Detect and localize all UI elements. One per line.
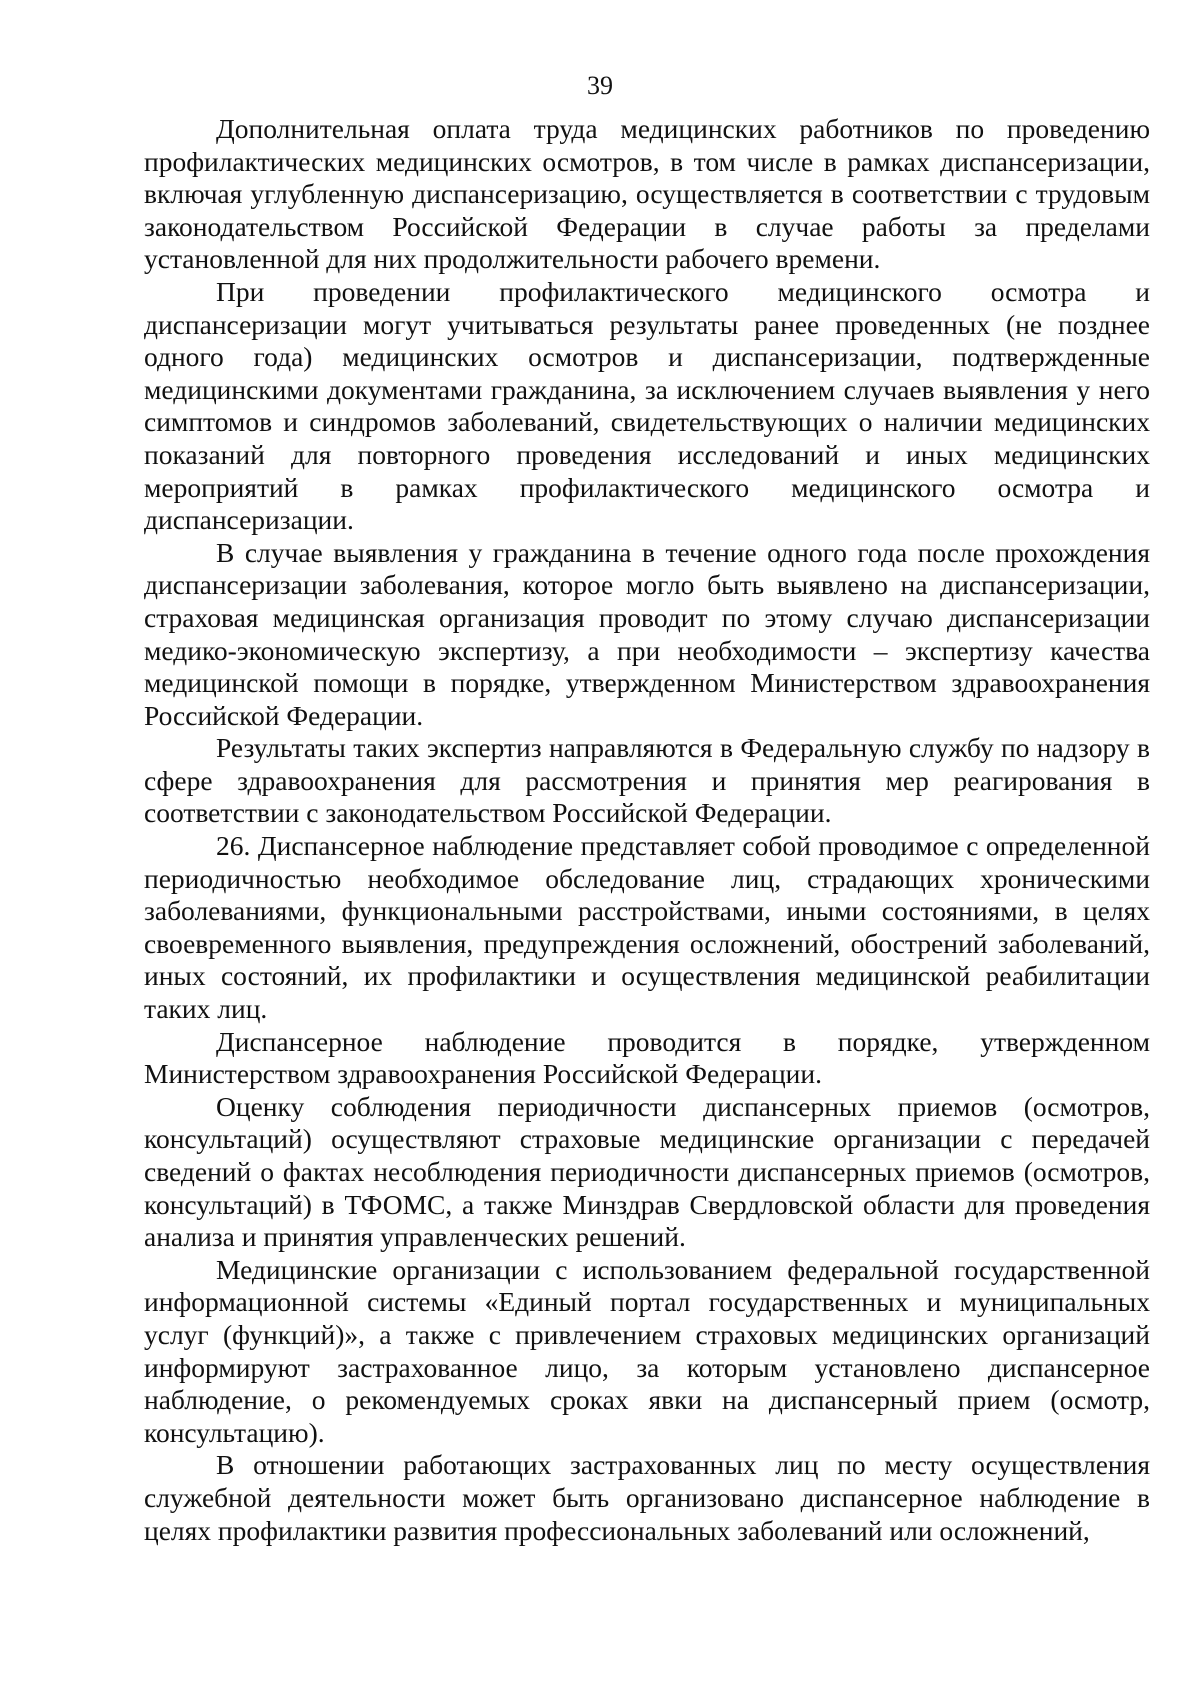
paragraph-previous-results: При проведении профилактического медицинского осмотра и диспансеризации могут учитываться результаты ранее проведенных (не позднее одного года) медицинских осмотров и диспансеризации, подтвержденные медицинскими документами гражданина, за исключением случаев выявления у него симптомов и синдромов заболеваний, свидетельствующих о наличии медицинских показаний для повторного проведения исследований и иных медицинских мероприятий в рамках профилактического медицинского осмотра и диспансеризации. xyxy=(144,275,1150,536)
paragraph-observation-procedure: Диспансерное наблюдение проводится в порядке, утвержденном Министерством здравоохранения Российской Федерации. xyxy=(144,1025,1150,1090)
paragraph-periodicity-assessment: Оценку соблюдения периодичности диспансерных приемов (осмотров, консультаций) осуществляют страховые медицинские организации с передачей сведений о фактах несоблюдения периодичности диспансерных приемов (осмотров, консультаций) в ТФОМС, а также Минздрав Свердловской области для проведения анализа и принятия управленческих решений. xyxy=(144,1090,1150,1253)
paragraph-working-insured: В отношении работающих застрахованных лиц по месту осуществления служебной деятельности может быть организовано диспансерное наблюдение в целях профилактики развития профессиональных заболеваний или осложнений, xyxy=(144,1449,1150,1546)
paragraph-additional-pay: Дополнительная оплата труда медицинских работников по проведению профилактических медицинских осмотров, в том числе в рамках диспансеризации, включая углубленную диспансеризацию, осуществляется в соответствии с трудовым законодательством Российской Федерации в случае работы за пределами установленной для них продолжительности рабочего времени. xyxy=(144,113,1150,275)
page-number: 39 xyxy=(587,71,613,100)
paragraph-disease-detection: В случае выявления у гражданина в течение одного года после прохождения диспансеризации заболевания, которое могло быть выявлено на диспансеризации, страховая медицинская организация проводит по этому случаю диспансеризации медико-экономическую экспертизу, а при необходимости – экспертизу качества медицинской помощи в порядке, утвержденном Министерством здравоохранения Российской Федерации. xyxy=(144,536,1150,731)
paragraph-informing-insured: Медицинские организации с использованием федеральной государственной информационной системы «Единый портал государственных и муниципальных услуг (функций)», а также с привлечением страховых медицинских организаций информируют застрахованное лицо, за которым установлено диспансерное наблюдение, о рекомендуемых сроках явки на диспансерный прием (осмотр, консультацию). xyxy=(144,1253,1150,1448)
document-body xyxy=(144,113,1150,1547)
paragraph-dispensary-observation: 26. Диспансерное наблюдение представляет собой проводимое с определенной периодичностью необходимое обследование лиц, страдающих хроническими заболеваниями, функциональными расстройствами, иными состояниями, в целях своевременного выявления, предупреждения осложнений, обострений заболеваний, иных состояний, их профилактики и осуществления медицинской реабилитации таких лиц. xyxy=(144,830,1150,1025)
paragraph-expertise-results: Результаты таких экспертиз направляются в Федеральную службу по надзору в сфере здравоохранения для рассмотрения и принятия мер реагирования в соответствии с законодательством Российской Федерации. xyxy=(144,732,1150,829)
